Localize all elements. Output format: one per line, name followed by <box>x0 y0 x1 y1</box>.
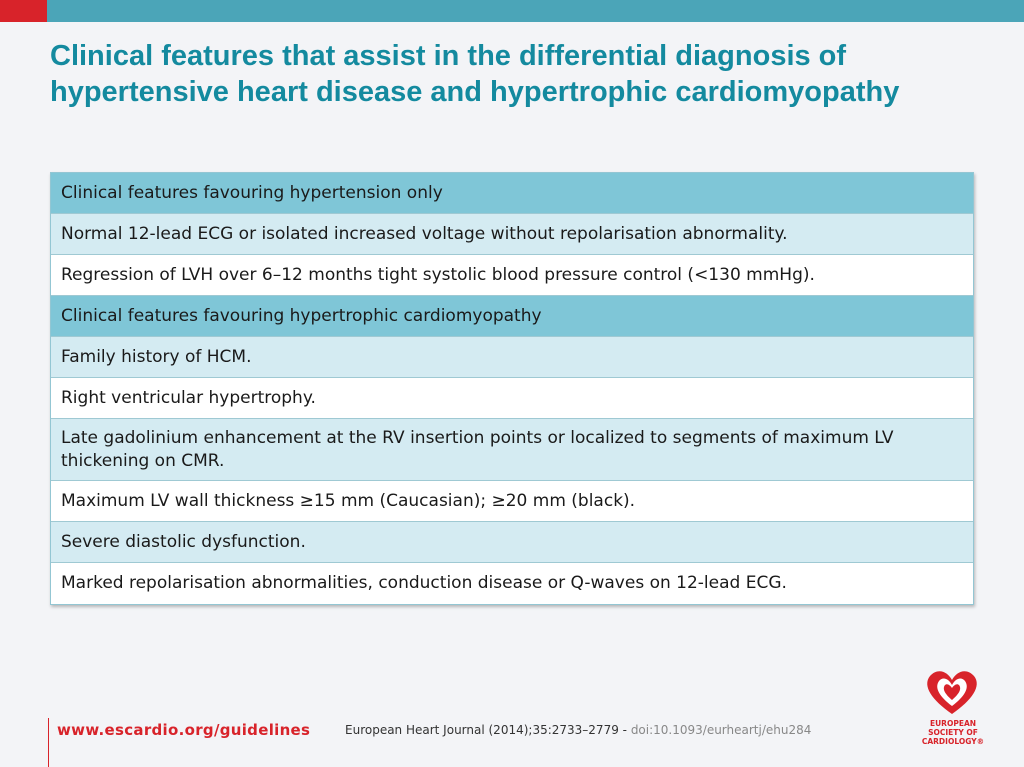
logo-line-2: SOCIETY OF <box>928 728 978 737</box>
logo-line-1: EUROPEAN <box>929 719 977 728</box>
top-bar <box>0 0 1024 22</box>
table-row: Regression of LVH over 6–12 months tight systolic blood pressure control (<130 mmHg). <box>51 255 973 296</box>
table-row: Late gadolinium enhancement at the RV insertion points or localized to segments of maximum LV thickening on CMR. <box>51 419 973 481</box>
citation-separator: - <box>618 723 631 737</box>
table-row-header-hypertension: Clinical features favouring hypertension only <box>51 173 973 214</box>
doi-text: doi:10.1093/eurheartj/ehu284 <box>630 723 812 737</box>
guidelines-link[interactable]: www.escardio.org/guidelines <box>57 721 311 739</box>
table-row: Marked repolarisation abnormalities, conduction disease or Q-waves on 12-lead ECG. <box>51 563 973 604</box>
top-bar-accent <box>0 0 47 22</box>
features-table <box>50 172 974 605</box>
esc-logo-text <box>918 719 988 746</box>
citation-text: European Heart Journal (2014);35:2733–2779 <box>345 723 619 737</box>
table-row: Normal 12-lead ECG or isolated increased voltage without repolarisation abnormality. <box>51 214 973 255</box>
slide-title: Clinical features that assist in the differential diagnosis of hypertensive heart disease and hypertrophic cardiomyopathy <box>50 40 900 108</box>
table-row: Maximum LV wall thickness ≥15 mm (Caucasian); ≥20 mm (black). <box>51 481 973 522</box>
footer-citation <box>345 723 811 737</box>
footer-divider <box>48 718 49 767</box>
table-row-header-hcm: Clinical features favouring hypertrophic cardiomyopathy <box>51 296 973 337</box>
logo-line-3: CARDIOLOGY® <box>921 737 985 746</box>
table-row: Family history of HCM. <box>51 337 973 378</box>
table-row: Right ventricular hypertrophy. <box>51 378 973 419</box>
table-row: Severe diastolic dysfunction. <box>51 522 973 563</box>
